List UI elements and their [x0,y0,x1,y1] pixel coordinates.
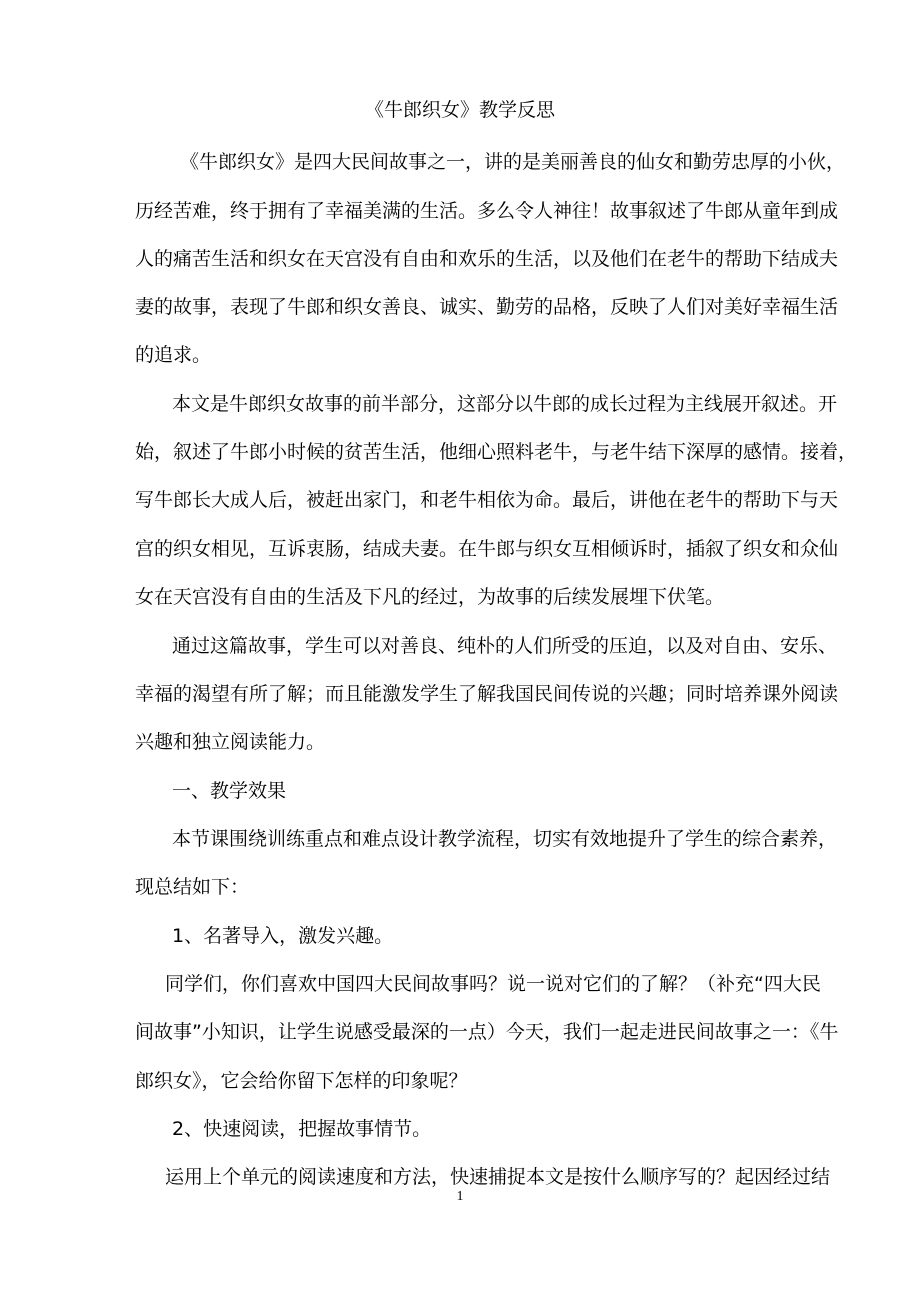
text-line: 现总结如下： [135,876,250,898]
section-heading: 一、教学效果 [172,780,287,802]
text-line: 本节课围绕训练重点和难点设计教学流程，切实有效地提升了学生的综合素养， [172,828,838,850]
text-line: 人的痛苦生活和织女在天宫没有自由和欢乐的生活，以及他们在老牛的帮助下结成夫 [135,248,839,270]
text-line: 宫的织女相见，互诉衷肠，结成夫妻。在牛郎与织女互相倾诉时，插叙了织女和众仙 [135,538,839,560]
text-line: 女在天宫没有自由的生活及下凡的经过，为故事的后续发展埋下伏笔。 [135,586,725,608]
text-line: 幸福的渴望有所了解；而且能激发学生了解我国民间传说的兴趣；同时培养课外阅读 [135,683,839,705]
page-number: 1 [456,1189,464,1204]
text-line: 始，叙述了牛郎小时候的贫苦生活，他细心照料老牛，与老牛结下深厚的感情。接着， [135,441,858,463]
text-line: 运用上个单元的阅读速度和方法，快速捕捉本文是按什么顺序写的？起因经过结 [165,1166,831,1188]
document-title: 《牛郎织女》教学反思 [364,99,555,121]
text-line: 同学们，你们喜欢中国四大民间故事吗？说一说对它们的了解？（补充“四大民 [165,973,821,995]
text-line: 妻的故事，表现了牛郎和织女善良、诚实、勤劳的品格，反映了人们对美好幸福生活 [135,296,839,318]
subsection-heading: 2、快速阅读，把握故事情节。 [172,1118,432,1140]
text-line: 郎织女》，它会给你留下怎样的印象呢？ [135,1070,468,1092]
text-line: 间故事”小知识，让学生说感受最深的一点）今天，我们一起走进民间故事之一：《牛 [135,1021,839,1043]
text-line: 历经苦难，终于拥有了幸福美满的生活。多么令人神往！故事叙述了牛郎从童年到成 [135,200,839,222]
text-line: 通过这篇故事，学生可以对善良、纯朴的人们所受的压迫，以及对自由、安乐、 [172,635,838,657]
text-line: 兴趣和独立阅读能力。 [135,731,326,753]
text-line: 的追求。 [135,344,212,366]
text-line: 写牛郎长大成人后，被赶出家门，和老牛相依为命。最后，讲他在老牛的帮助下与天 [135,489,839,511]
text-line: 《牛郎织女》是四大民间故事之一，讲的是美丽善良的仙女和勤劳忠厚的小伙， [180,151,846,173]
subsection-heading: 1、名著导入，激发兴趣。 [172,925,394,947]
text-line: 本文是牛郎织女故事的前半部分，这部分以牛郎的成长过程为主线展开叙述。开 [172,393,838,415]
